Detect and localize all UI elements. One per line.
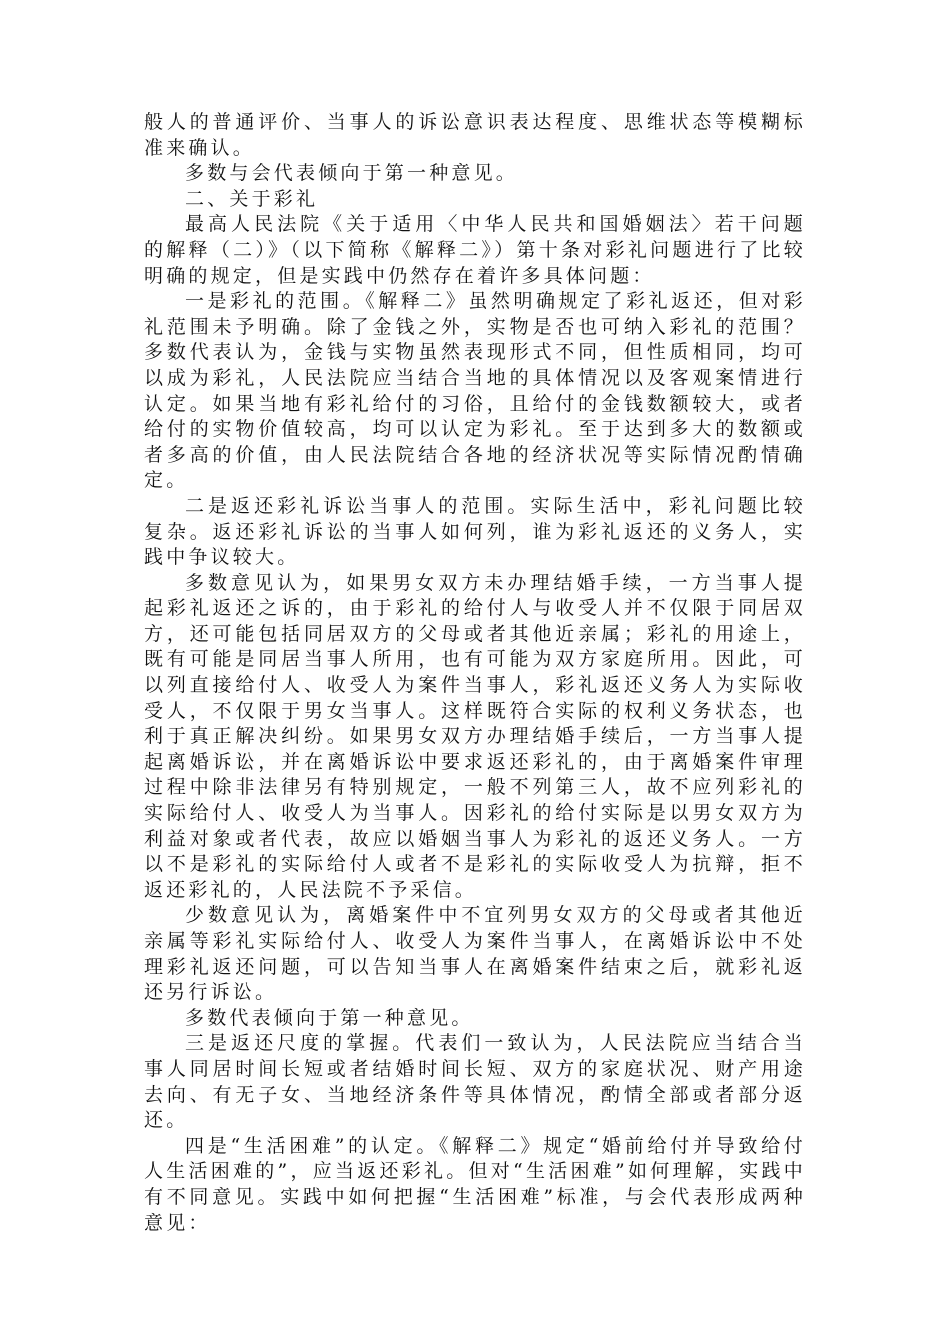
document-body — [144, 110, 806, 1236]
paragraph-continuation: 般人的普通评价、当事人的诉讼意识表达程度、思维状态等模糊标准来确认。 — [144, 111, 806, 159]
paragraph-litigant-scope: 二是返还彩礼诉讼当事人的范围。实际生活中，彩礼问题比较复杂。返还彩礼诉讼的当事人如何列，谁为彩礼返还的义务人，实践中争议较大。 — [144, 494, 806, 569]
paragraph-return-standard: 三是返还尺度的掌握。代表们一致认为，人民法院应当结合当事人同居时间长短或者结婚时间长短、双方的家庭状况、财产用途去向、有无子女、当地经济条件等具体情况，酌情全部或者部分返还。 — [144, 1032, 806, 1132]
paragraph-living-difficulty: 四是“生活困难”的认定。《解释二》规定“婚前给付并导致给付人生活困难的”，应当返还彩礼。但对“生活困难”如何理解，实践中有不同意见。实践中如何把握“生活困难”标准，与会代表形成两种意见： — [144, 1134, 806, 1234]
paragraph-interpretation-intro: 最高人民法院《关于适用〈中华人民共和国婚姻法〉若干问题的解释（二）》（以下简称《解释二》）第十条对彩礼问题进行了比较明确的规定，但是实践中仍然存在着许多具体问题： — [144, 213, 806, 287]
paragraph-majority-opinion-2: 多数代表倾向于第一种意见。 — [185, 1006, 474, 1029]
paragraph-majority-view: 多数意见认为，如果男女双方未办理结婚手续，一方当事人提起彩礼返还之诉的，由于彩礼的给付人与收受人并不仅限于同居双方，还可能包括同居双方的父母或者其他近亲属；彩礼的用途上，既有可能是同居当事人所用，也有可能为双方家庭所用。因此，可以列直接给付人、收受人为案件当事人，彩礼返还义务人为实际收受人，不仅限于男女当事人。这样既符合实际的权利义务状态，也利于真正解决纠纷。如果男女双方办理结婚手续后，一方当事人提起离婚诉讼，并在离婚诉讼中要求返还彩礼的，由于离婚案件审理过程中除非法律另有特别规定，一般不列第三人，故不应列彩礼的实际给付人、收受人为当事人。因彩礼的给付实际是以男女双方为利益对象或者代表，故应以婚姻当事人为彩礼的返还义务人。一方以不是彩礼的实际给付人或者不是彩礼的实际收受人为抗辩，拒不返还彩礼的，人民法院不予采信。 — [144, 571, 806, 901]
paragraph-scope-of-bride-price: 一是彩礼的范围。《解释二》虽然明确规定了彩礼返还，但对彩礼范围未予明确。除了金钱之外，实物是否也可纳入彩礼的范围？多数代表认为，金钱与实物虽然表现形式不同，但性质相同，均可以成为彩礼，人民法院应当结合当地的具体情况以及客观案情进行认定。如果当地有彩礼给付的习俗，且给付的金钱数额较大，或者给付的实物价值较高，均可以认定为彩礼。至于达到多大的数额或者多高的价值，由人民法院结合各地的经济状况等实际情况酌情确定。 — [144, 290, 806, 492]
section-heading-bride-price: 二、关于彩礼 — [185, 187, 319, 210]
paragraph-majority-opinion-1: 多数与会代表倾向于第一种意见。 — [185, 162, 519, 185]
paragraph-minority-view: 少数意见认为，离婚案件中不宜列男女双方的父母或者其他近亲属等彩礼实际给付人、收受人为案件当事人，在离婚诉讼中不处理彩礼返还问题，可以告知当事人在离婚案件结束之后，就彩礼返还另行诉讼。 — [144, 904, 806, 1004]
